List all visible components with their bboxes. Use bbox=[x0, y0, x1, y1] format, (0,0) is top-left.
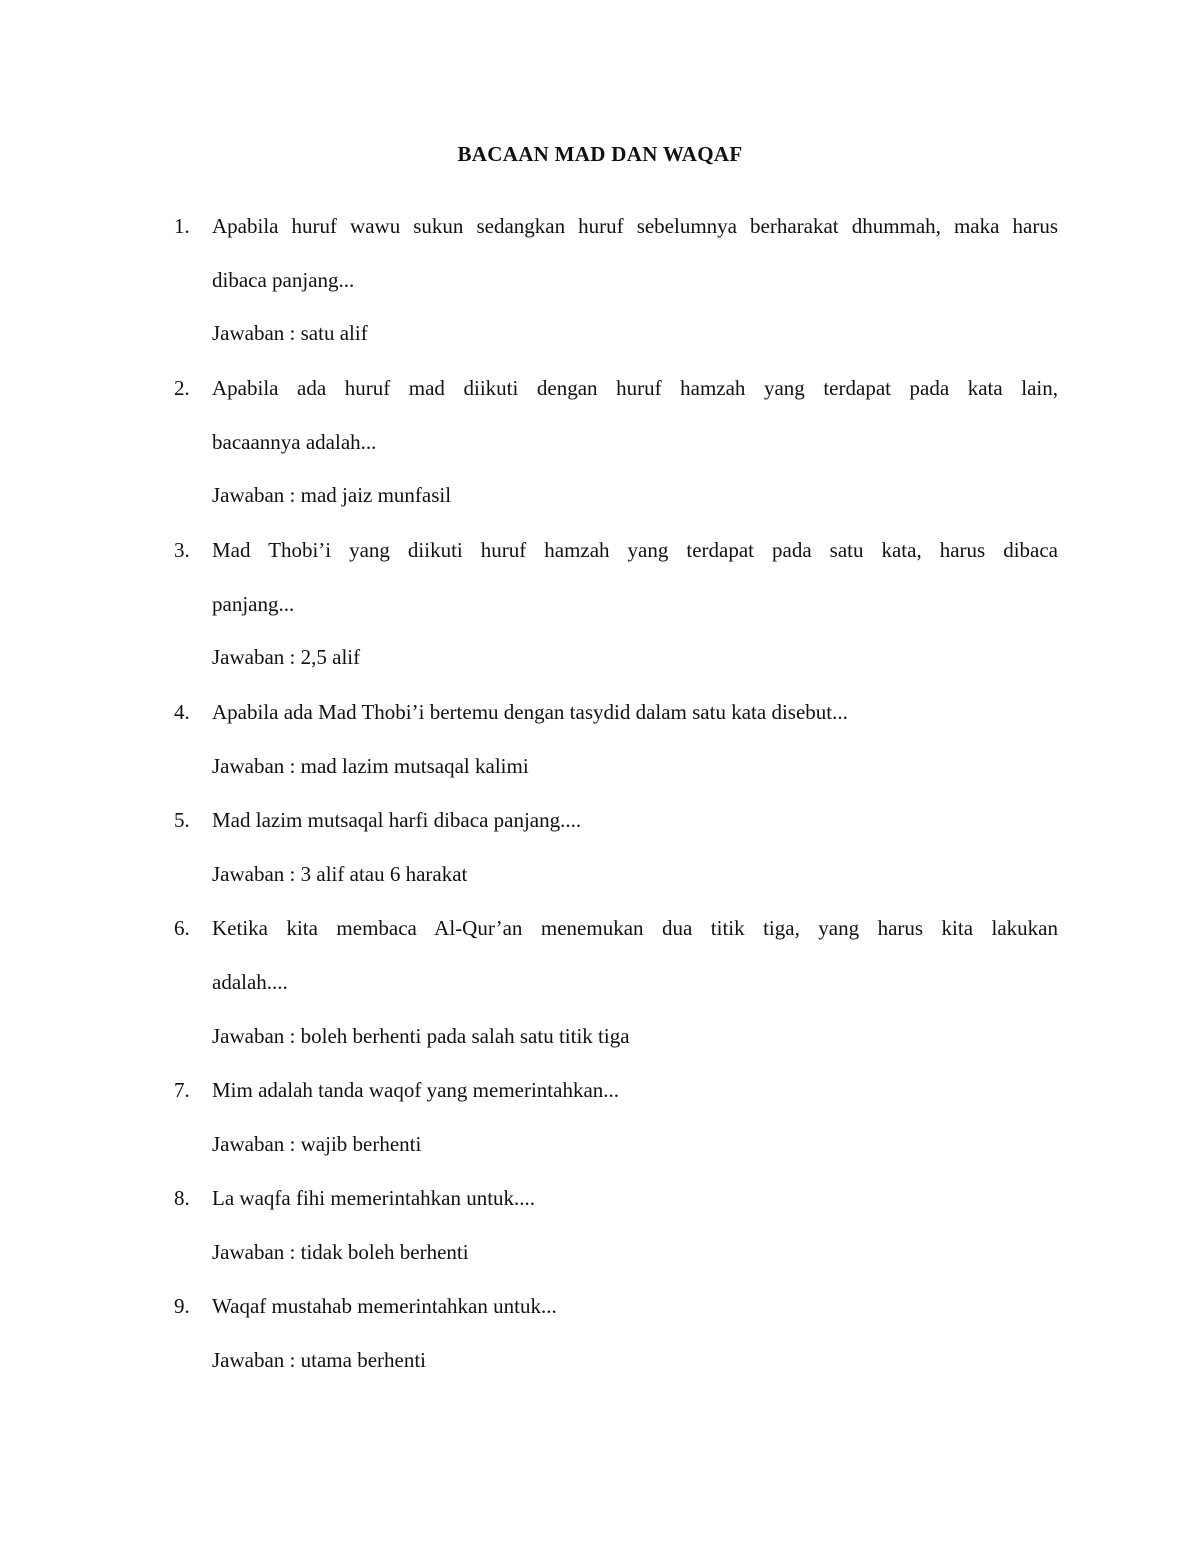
question-line: Ketika kita membaca Al-Qur’an menemukan dua titik tiga, yang harus kita lakukan bbox=[212, 916, 1058, 940]
question-line: Waqaf mustahab memerintahkan untuk... bbox=[212, 1294, 557, 1318]
item-number: 2. bbox=[174, 376, 190, 400]
answer-line: Jawaban : mad jaiz munfasil bbox=[212, 483, 452, 507]
question-line: Apabila ada huruf mad diikuti dengan huruf hamzah yang terdapat pada kata lain, bbox=[212, 376, 1058, 400]
item-number: 6. bbox=[174, 916, 190, 940]
question-line: Mim adalah tanda waqof yang memerintahkan... bbox=[212, 1078, 620, 1102]
item-number: 9. bbox=[174, 1294, 190, 1318]
answer-line: Jawaban : 2,5 alif bbox=[212, 645, 361, 669]
answer-line: Jawaban : satu alif bbox=[212, 321, 368, 345]
document-title: BACAAN MAD DAN WAQAF bbox=[457, 142, 743, 166]
question-line: Apabila ada Mad Thobi’i bertemu dengan tasydid dalam satu kata disebut... bbox=[212, 700, 848, 724]
answer-line: Jawaban : mad lazim mutsaqal kalimi bbox=[212, 754, 529, 778]
question-line: bacaannya adalah... bbox=[212, 430, 377, 454]
answer-line: Jawaban : utama berhenti bbox=[212, 1348, 426, 1372]
question-line: dibaca panjang... bbox=[212, 268, 355, 292]
item-number: 7. bbox=[174, 1078, 190, 1102]
answer-line: Jawaban : wajib berhenti bbox=[212, 1132, 422, 1156]
question-line: Mad Thobi’i yang diikuti huruf hamzah yang terdapat pada satu kata, harus dibaca bbox=[212, 538, 1058, 562]
item-number: 4. bbox=[174, 700, 190, 724]
question-line: Apabila huruf wawu sukun sedangkan huruf sebelumnya berharakat dhummah, maka harus bbox=[212, 214, 1058, 238]
item-number: 3. bbox=[174, 538, 190, 562]
answer-line: Jawaban : boleh berhenti pada salah satu titik tiga bbox=[212, 1024, 630, 1048]
item-number: 1. bbox=[174, 214, 190, 238]
answer-line: Jawaban : 3 alif atau 6 harakat bbox=[212, 862, 468, 886]
question-line: panjang... bbox=[212, 592, 295, 616]
item-number: 5. bbox=[174, 808, 190, 832]
question-line: Mad lazim mutsaqal harfi dibaca panjang.... bbox=[212, 808, 582, 832]
item-number: 8. bbox=[174, 1186, 190, 1210]
answer-line: Jawaban : tidak boleh berhenti bbox=[212, 1240, 469, 1264]
question-line: La waqfa fihi memerintahkan untuk.... bbox=[212, 1186, 536, 1210]
question-line: adalah.... bbox=[212, 970, 288, 994]
